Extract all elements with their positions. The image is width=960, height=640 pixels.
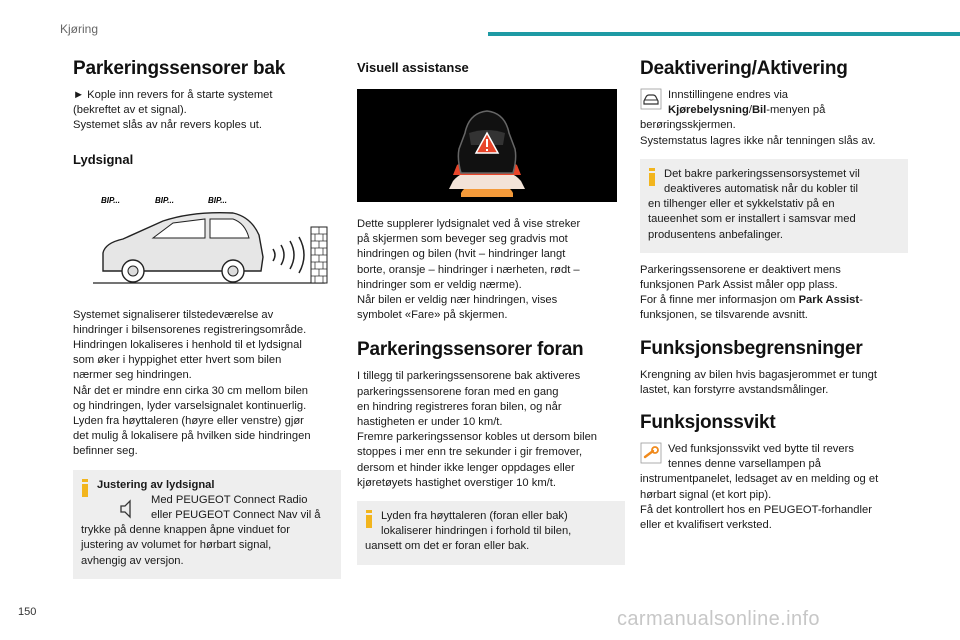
- column-deactivation: [640, 58, 908, 533]
- heading-visual-assist: Visuell assistanse: [357, 60, 469, 75]
- running-header: Kjøring: [60, 22, 99, 36]
- malfunction-text: Ved funksjonssvikt ved bytte til revers tennes denne varsellampen på instrumentpanelet, ledsaget av en melding og et hørbart signal (et kort pip). Få det kontrollert hos en PEUGEOT-forhandler eller et kvalifisert verksted.: [640, 443, 879, 532]
- column-rear-sensors: [73, 58, 341, 579]
- bip-label: BIP...: [208, 195, 227, 205]
- sound-signal-text: Systemet signaliserer tilstedeværelse av hindringer i bilsensorenes registreringsområde. Hindringen lokaliseres i henhold til et lydsignal som øker i hyppighet etter hvert som bilen nærmer seg hindringen. Når det er mindre enn cirka 30 cm mellom bilen og hindringen, lyder varselsignalet kontinuerlig. Lyden fra høyttaleren (høyre eller venstre) gjør det mulig å lokalisere på hvilken side hindringen befinner seg.: [73, 308, 311, 458]
- limitations-text: Krengning av bilen hvis bagasjerommet er tungt lastet, kan forstyrre avstandsmålinger.: [640, 368, 877, 396]
- note-title: Justering av lydsignal: [97, 478, 215, 491]
- column-visual-front: [357, 58, 625, 565]
- page-number: 150: [18, 606, 37, 618]
- speaker-icon: [117, 497, 141, 521]
- deactivation-text: Innstillingene endres via Kjørebelysning/Bil-menyen på berøringsskjermen. Systemstatus lagres ikke når tenningen slås av.: [640, 89, 876, 147]
- park-assist-text: Parkeringssensorene er deaktivert mens funksjonen Park Assist måler opp plass. For å finne mer informasjon om Park Assist- funksjonen, se tilsvarende avsnitt.: [640, 263, 863, 322]
- heading-sound-signal: Lydsignal: [73, 151, 134, 167]
- wrench-warning-icon: [640, 442, 662, 464]
- visual-assist-screen: [357, 89, 617, 202]
- intro-text: ► Kople inn revers for å starte systemet (bekreftet av et signal). Systemet slås av når revers koples ut.: [73, 89, 273, 132]
- heading-malfunction: Funksjonssvikt: [640, 412, 776, 434]
- info-icon: [365, 510, 373, 528]
- note-trailer: Det bakre parkeringssensorsystemet vil deaktiveres automatisk når du kobler til en tilhenger eller et sykkelstativ på en taueenhet som er installert i samsvar med produsentens anbefalinger.: [640, 159, 908, 253]
- note-sound-adjust: Justering av lydsignal Med PEUGEOT Connect Radio eller PEUGEOT Connect Nav vil å trykke på denne knappen åpne vinduet for justering av volumet for hørbart signal, avhengig av versjon.: [73, 470, 341, 579]
- heading-front-sensors: Parkeringssensorer foran: [357, 339, 584, 361]
- heading-deactivation: Deaktivering/Aktivering: [640, 58, 848, 79]
- visual-assist-text: Dette supplerer lydsignalet ved å vise streker på skjermen som beveger seg gradvis mot hindringen og bilen (hvit – hindringer langt borte, oransje – hindringer i nærheten, rødt – hindringer som er veldig nærme). Når bilen er veldig nær hindringen, vises symbolet «Fare» på skjermen.: [357, 218, 581, 322]
- info-icon: [81, 479, 89, 497]
- car-settings-icon: [640, 88, 662, 110]
- header-accent-bar: [488, 32, 960, 36]
- front-sensors-text: I tillegg til parkeringssensorene bak aktiveres parkeringssensorene foran med en gang en hindring registreres foran bilen, og når hastigheten er under 10 km/t. Fremre parkeringssensor kobles ut dersom bilen stoppes i mer enn tre sekunder i gir fremover, dersom et hinder ikke lenger oppdages eller kjøretøyets hastighet overstiger 10 km/t.: [357, 370, 598, 489]
- watermark: carmanualsonline.info: [617, 608, 820, 630]
- heading-limitations: Funksjonsbegrensninger: [640, 337, 863, 359]
- bip-label: BIP...: [155, 195, 174, 205]
- bip-label: BIP...: [101, 195, 120, 205]
- heading-rear-sensors: Parkeringssensorer bak: [73, 58, 286, 79]
- car-sound-illustration: [93, 191, 331, 291]
- note-speaker-location: Lyden fra høyttaleren (foran eller bak) lokaliserer hindringen i forhold til bilen, uansett om det er foran eller bak.: [357, 501, 625, 565]
- info-icon: [648, 168, 656, 186]
